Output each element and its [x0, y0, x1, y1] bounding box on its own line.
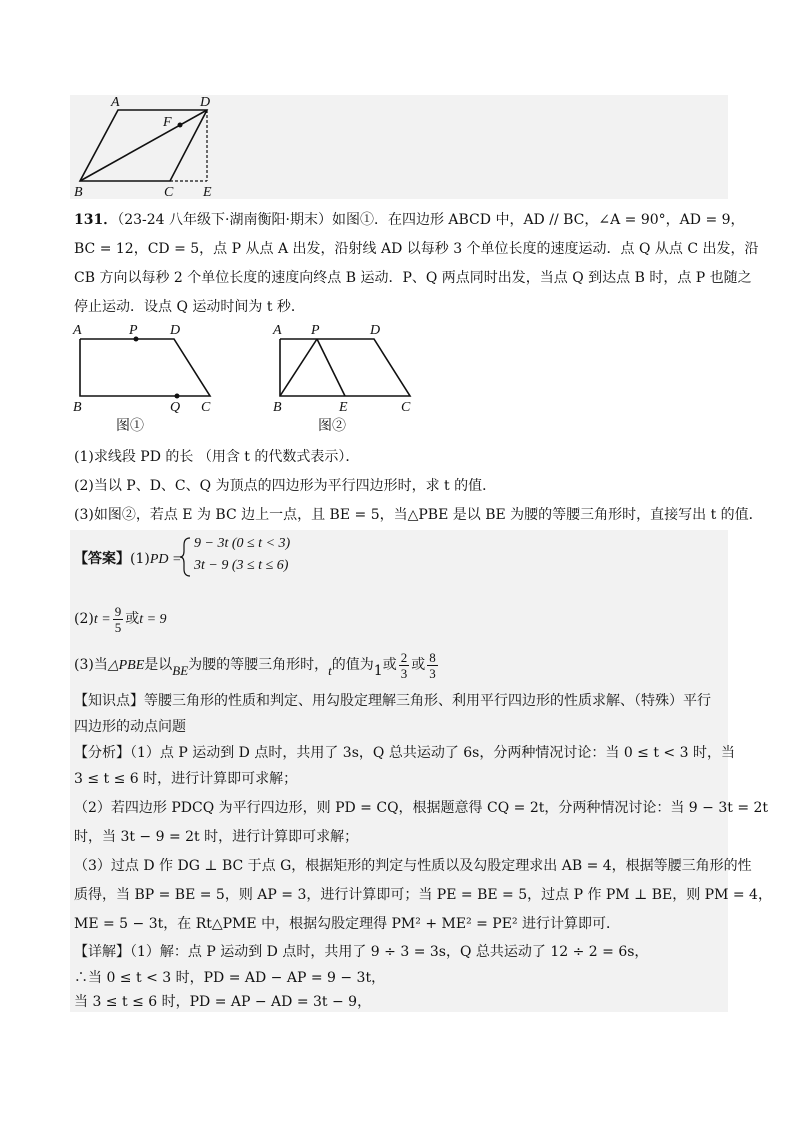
answer-3-text-1: (3)当 — [74, 657, 108, 673]
question-3: (3)如图②，若点 E 为 BC 边上一点，且 BE = 5，当△PBE 是以 BE 为腰的等腰三角形时，直接写出 t 的值． — [74, 507, 763, 523]
answer-2-den: 5 — [114, 619, 122, 635]
answer-3-text-3: 为腰的等腰三角形时， — [188, 657, 329, 673]
label-d: D — [200, 95, 211, 110]
label-c: C — [164, 185, 174, 200]
detail-line-1: 【详解】（1）解：点 P 运动到 D 点时，共用了 9 ÷ 3 = 3s，Q 总共运动了 12 ÷ 2 = 6s， — [74, 944, 649, 960]
fig2-label-p: P — [311, 323, 320, 338]
answer-2-fraction — [113, 604, 124, 635]
question-2: (2)当以 P、D、C、Q 为顶点的四边形为平行四边形时，求 t 的值． — [74, 478, 497, 494]
analysis-line-2: 3 ≤ t ≤ 6 时，进行计算即可求解； — [74, 771, 298, 787]
analysis-line-4: 时，当 3t − 9 = 2t 时，进行计算即可求解； — [74, 829, 359, 845]
detail-line-2: ∴当 0 ≤ t < 3 时，PD = AD − AP = 9 − 3t， — [74, 970, 386, 986]
analysis-line-3: （2）若四边形 PDCQ 为平行四边形，则 PD = CQ，根据题意得 CQ = 2t，分两种情况讨论：当 9 − 3t = 2t — [74, 800, 769, 816]
answer-1-prefix: (1) — [130, 551, 150, 567]
answer-3-num-2: 2 — [400, 649, 408, 665]
analysis-line-5: （3）过点 D 作 DG ⊥ BC 于点 G，根据矩形的判定与性质以及勾股定理求出 AB = 4，根据等腰三角形的性 — [74, 858, 752, 874]
problem-line-2: BC = 12，CD = 5，点 P 从点 A 出发，沿射线 AD 以每秒 3 个单位长度的速度运动．点 Q 从点 C 出发，沿 — [74, 241, 759, 257]
knowledge-line-2: 四边形的动点问题 — [74, 719, 186, 735]
fig1-label-b: B — [73, 400, 82, 415]
answer-1-lhs: PD = — [149, 552, 182, 567]
answer-3-fraction-2 — [399, 650, 410, 681]
answer-3-text-4: 的值为 — [331, 657, 374, 673]
problem-text-1: 如图①．在四边形 ABCD 中，AD // BC，∠A = 90°，AD = 9， — [331, 212, 745, 228]
answer-3 — [74, 648, 440, 688]
analysis-line-1: 【分析】（1）点 P 运动到 D 点时，共用了 3s，Q 总共运动了 6s，分两种情况讨论：当 0 ≤ t < 3 时，当 — [74, 745, 735, 761]
answer-2-num: 9 — [114, 603, 122, 619]
answer-3-num-3: 8 — [429, 649, 436, 665]
answer-2-t2: t = 9 — [139, 612, 167, 627]
answer-3-or-2: 或 — [411, 657, 426, 673]
label-b: B — [74, 185, 83, 200]
question-1: (1)求线段 PD 的长 （用含 t 的代数式表示）． — [74, 449, 360, 465]
label-f: F — [163, 115, 172, 130]
fig1-caption: 图① — [116, 419, 144, 434]
answer-3-fraction-3 — [427, 650, 438, 681]
fig2-caption: 图② — [318, 419, 346, 434]
problem-line-3: CB 方向以每秒 2 个单位长度的速度向终点 B 运动．P、Q 两点同时出发，当点 Q 到达点 B 时，点 P 也随之 — [74, 270, 752, 286]
answer-3-value-1: 1 — [373, 663, 383, 679]
fig1-label-a: A — [73, 323, 82, 338]
answer-2-or: 或 — [125, 611, 140, 627]
analysis-line-6: 质得，当 BP = BE = 5，则 AP = 3，进行计算即可；当 PE = BE = 5，过点 P 作 PM ⊥ BE，则 PM = 4， — [74, 887, 772, 903]
fig2-label-b: B — [273, 400, 282, 415]
knowledge-line-1: 【知识点】等腰三角形的性质和判定、用勾股定理解三角形、利用平行四边形的性质求解、（特殊）平行 — [74, 693, 711, 709]
answer-1-case-1: 9 − 3t (0 ≤ t < 3) — [194, 536, 291, 551]
answer-tag: 【答案】 — [74, 551, 130, 567]
answer-2-t: t = — [93, 612, 111, 627]
fig2-label-e: E — [339, 400, 348, 415]
fig1-label-p: P — [129, 323, 138, 338]
label-a: A — [111, 95, 120, 110]
answer-3-t: t — [328, 663, 332, 678]
detail-line-3: 当 3 ≤ t ≤ 6 时，PD = AP − AD = 3t − 9， — [74, 994, 372, 1010]
answer-2 — [74, 602, 167, 637]
label-e: E — [203, 185, 212, 200]
answer-3-den-2: 3 — [400, 665, 408, 681]
analysis-line-7: ME = 5 − 3t，在 Rt△PME 中，根据勾股定理得 PM² + ME² = PE² 进行计算即可． — [74, 916, 621, 932]
fig2-label-a: A — [273, 323, 282, 338]
answer-3-triangle: △PBE — [107, 658, 145, 673]
fig2-label-d: D — [370, 323, 381, 338]
answer-3-text-2: 是以 — [144, 657, 173, 673]
problem-source: （23-24 八年级下·湖南衡阳·期末） — [117, 212, 332, 228]
fig2-label-c: C — [401, 400, 411, 415]
answer-1-case-2: 3t − 9 (3 ≤ t ≤ 6) — [194, 558, 289, 573]
answer-2-prefix: (2) — [74, 611, 94, 627]
problem-number: 131． — [74, 212, 118, 228]
answer-3-be: BE — [172, 663, 189, 678]
answer-3-or-1: 或 — [382, 657, 397, 673]
fig1-label-d: D — [170, 323, 181, 338]
problem-line-4: 停止运动．设点 Q 运动时间为 t 秒． — [74, 299, 305, 315]
fig1-label-c: C — [201, 400, 211, 415]
answer-3-den-3: 3 — [429, 665, 436, 681]
fig1-label-q: Q — [170, 400, 181, 415]
